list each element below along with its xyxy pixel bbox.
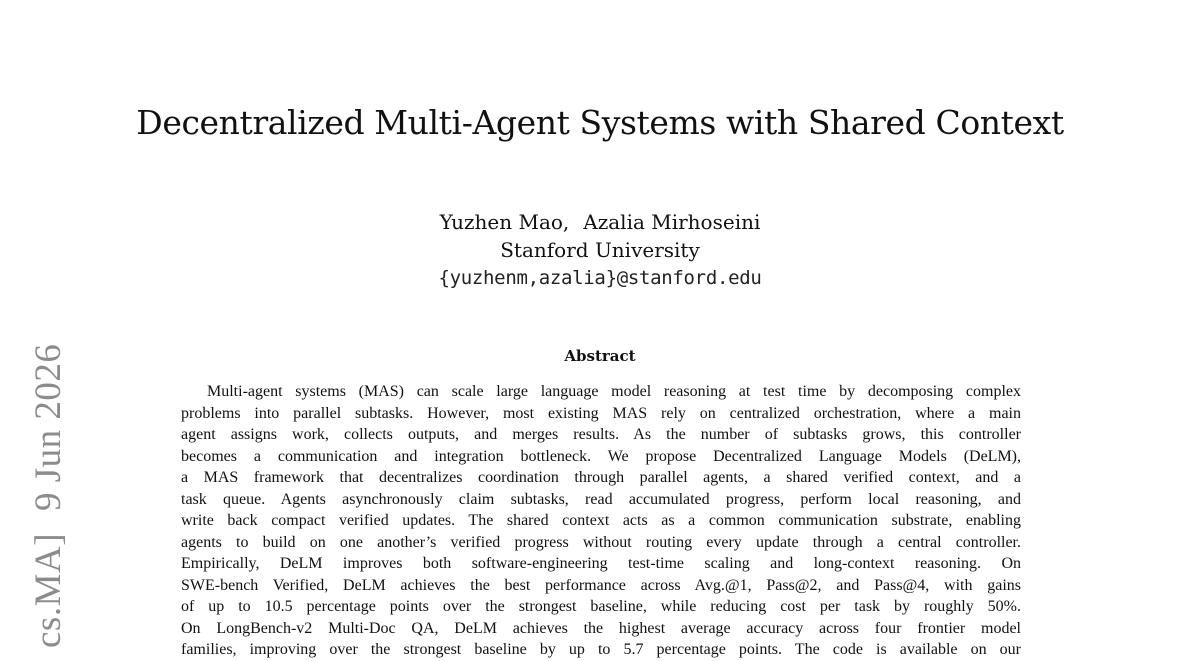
abstract-line: of up to 10.5 percentage points over the strongest baseline, while reducing cost per task by roughly 50%. — [181, 598, 1021, 615]
abstract-line: a MAS framework that decentralizes coordination through parallel agents, a shared verified context, and a — [181, 469, 1021, 486]
abstract-line: agent assigns work, collects outputs, and merges results. As the number of subtasks grows, this controller — [181, 426, 1021, 443]
paper-title: Decentralized Multi-Agent Systems with Shared Context — [136, 103, 1064, 142]
author-email: {yuzhenm,azalia}@stanford.edu — [438, 267, 762, 289]
abstract-line: task queue. Agents asynchronously claim subtasks, read accumulated progress, perform local reasoning, and — [181, 490, 1021, 508]
author-names — [0, 208, 1200, 236]
abstract-line: becomes a communication and integration bottleneck. We propose Decentralized Language Models (DeLM), — [181, 447, 1021, 465]
arxiv-date: 9 Jun 2026 — [28, 343, 69, 511]
arxiv-identifier-stamp — [26, 344, 72, 648]
abstract-line: families, improving over the strongest baseline by up to 5.7 percentage points. The code is available on our — [181, 641, 1021, 658]
abstract-heading: Abstract — [564, 347, 636, 365]
abstract-line: problems into parallel subtasks. However, most existing MAS rely on centralized orchestration, where a main — [181, 404, 1021, 422]
author-block — [0, 208, 1200, 292]
abstract-line: SWE-bench Verified, DeLM achieves the best performance across Avg.@1, Pass@2, and Pass@4, with gains — [181, 576, 1021, 594]
abstract-body — [181, 381, 1021, 661]
abstract-line: write back compact verified updates. The shared context acts as a common communication substrate, enabling — [181, 512, 1021, 529]
arxiv-category: cs.MA] — [28, 532, 69, 648]
abstract-line: Empirically, DeLM improves both software-engineering test-time scaling and long-context reasoning. On — [181, 555, 1021, 572]
abstract-line: On LongBench-v2 Multi-Doc QA, DeLM achieves the highest average accuracy across four frontier model — [181, 619, 1021, 637]
abstract-line: agents to build on one another’s verified progress without routing every update through a central controller. — [181, 533, 1021, 551]
abstract-line: Multi-agent systems (MAS) can scale large language model reasoning at test time by decomposing complex — [207, 383, 1021, 400]
author-1: Yuzhen Mao, — [439, 210, 570, 234]
affiliation: Stanford University — [500, 238, 700, 262]
author-2: Azalia Mirhoseini — [583, 210, 761, 234]
